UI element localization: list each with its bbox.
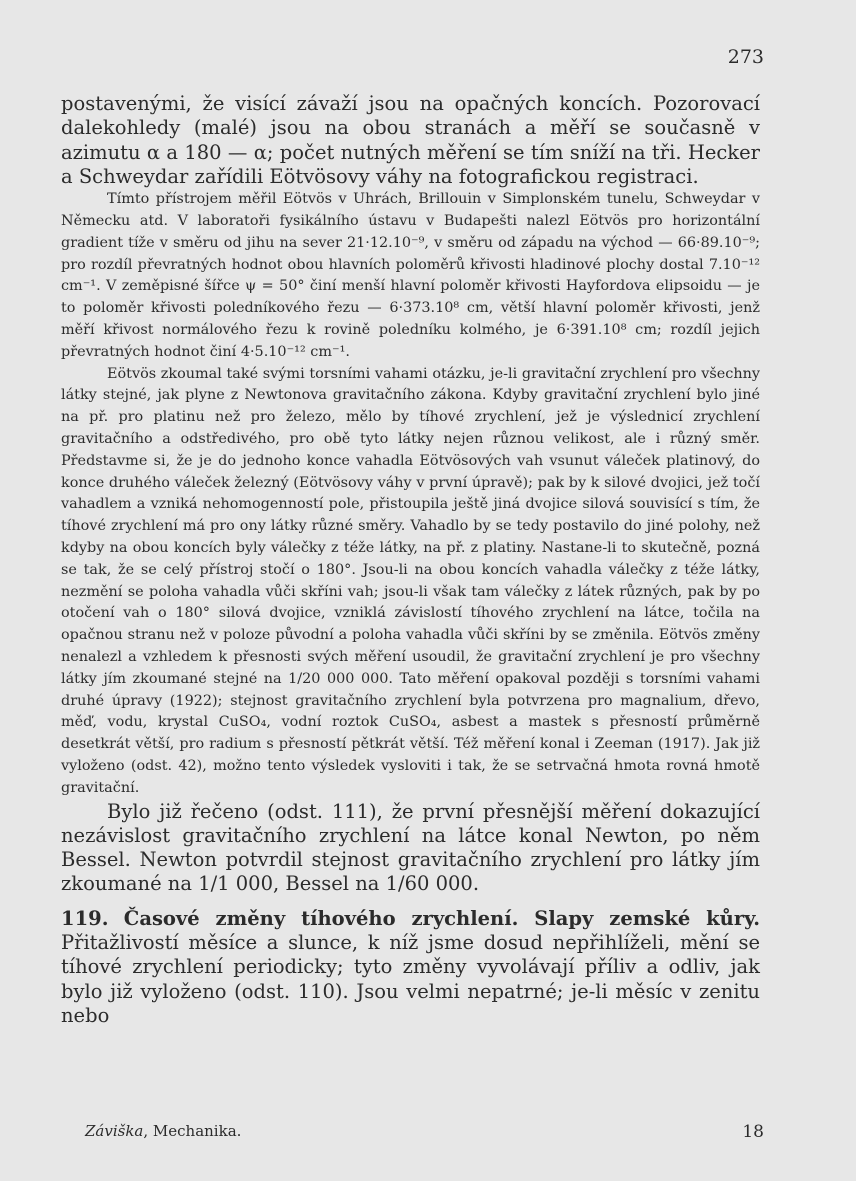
footer-author: Záviška: [85, 1122, 144, 1140]
section-number: 119.: [61, 906, 109, 930]
paragraph-continuation: postavenými, že visící závaží jsou na opačných koncích. Pozorovací dalekohledy (malé) jsou na obou stranách a měří se současně v azimutu α a 180 — α; počet nutných měření se tím sníží na tři. Hecker a Schweydar zařídili Eötvösovy váhy na fotografickou registraci.: [61, 92, 760, 188]
section-119: [61, 907, 760, 1028]
footer-book: , Mechanika.: [143, 1122, 242, 1140]
paragraph-newton-bessel: Bylo již řečeno (odst. 111), že první přesnější měření dokazující nezávislost gravitačního zrychlení na látce konal Newton, po něm Bessel. Newton potvrdil stejnost gravitačního zrychlení pro látky jím zkoumané na 1/1 000, Bessel na 1/60 000.: [61, 799, 760, 896]
paragraph-eotvos-equivalence: Eötvös zkoumal také svými torsními vahami otázku, je-li gravitační zrychlení pro všechny látky stejné, jak plyne z Newtonova gravitačního zákona. Kdyby gravitační zrychlení bylo jiné na př. pro platinu než pro železo, mělo by tíhové zrychlení, jež je výslednicí zrychlení gravitačního a odstředivého, pro obě tyto látky nejen různou velikost, ale i různý směr. Představme si, že je do jednoho konce vahadla Eötvösových vah vsunut váleček platinový, do konce druhého váleček železný (Eötvösovy váhy v první úpravě); pak by k silové dvojici, jež točí vahadlem a vzniká nehomogenností pole, přistoupila ještě jiná dvojice silová souvisící s tím, že tíhové zrychlení má pro ony látky různé směry. Vahadlo by se tedy postavilo do jiné polohy, než kdyby na obou koncích byly válečky z téže látky, na př. z platiny. Nastane-li to skutečně, pozná se tak, že se celý přístroj stočí o 180°. Jsou-li na obou koncích vahadla válečky z téže látky, nezmění se poloha vahadla vůči skříni vah; jsou-li však tam válečky z látek různých, pak by po otočení vah o 180° silová dvojice, vzniklá závislostí tíhového zrychlení na látce, točila na opačnou stranu než v poloze původní a poloha vahadla vůči skříni by se změnila. Eötvös změny nenalezl a vzhledem k přesnosti svých měření usoudil, že gravitační zrychlení je pro všechny látky jím zkoumané stejné na 1/20 000 000. Tato měření opakoval později s torsními vahami druhé úpravy (1922); stejnost gravitačního zrychlení byla potvrzena pro magnalium, dřevo, měď, vodu, krystal CuSO₄, vodní roztok CuSO₄, asbest a mastek s přesností průměrně desetkrát větší, pro radium s přesností pětkrát větší. Též měření konal i Zeeman (1917). Jak již vyloženo (odst. 42), možno tento výsledek vysloviti i tak, že se setrvačná hmota rovná hmotě gravitační.: [61, 365, 760, 796]
footer: [85, 1122, 764, 1140]
footer-sheet-number: 18: [742, 1122, 764, 1142]
section-text: Přitažlivostí měsíce a slunce, k níž jsme dosud nepřihlíželi, mění se tíhové zrychlení periodicky; tyto změny vyvolávají příliv a odliv, jak bylo již vyloženo (odst. 110). Jsou velmi nepatrné; je-li měsíc v zenitu nebo: [61, 930, 760, 1027]
paragraph-eotvos-measurements: Tímto přístrojem měřil Eötvös v Uhrách, Brillouin v Simplonském tunelu, Schweydar v Německu atd. V laboratoři fysikálního ústavu v Budapešti nalezl Eötvös pro horizontální gradient tíže v směru od jihu na sever 21·12.10⁻⁹, v směru od západu na východ — 66·89.10⁻⁹; pro rozdíl převratných hodnot obou hlavních poloměrů křivosti hladinové plochy dostal 7.10⁻¹² cm⁻¹. V zeměpisné šířce ψ = 50° činí menší hlavní poloměr křivosti Hayfordova elipsoidu — je to poloměr křivosti poledníkového řezu — 6·373.10⁸ cm, větší hlavní poloměr křivosti, jenž měří křivost normálového řezu k rovině poledníku kolmého, je 6·391.10⁸ cm; rozdíl jejich převratných hodnot činí 4·5.10⁻¹² cm⁻¹.: [61, 191, 760, 360]
page-body: [61, 92, 760, 1028]
section-title: Časové změny tíhového zrychlení. Slapy zemské kůry.: [123, 906, 760, 930]
page-number: 273: [727, 46, 764, 68]
